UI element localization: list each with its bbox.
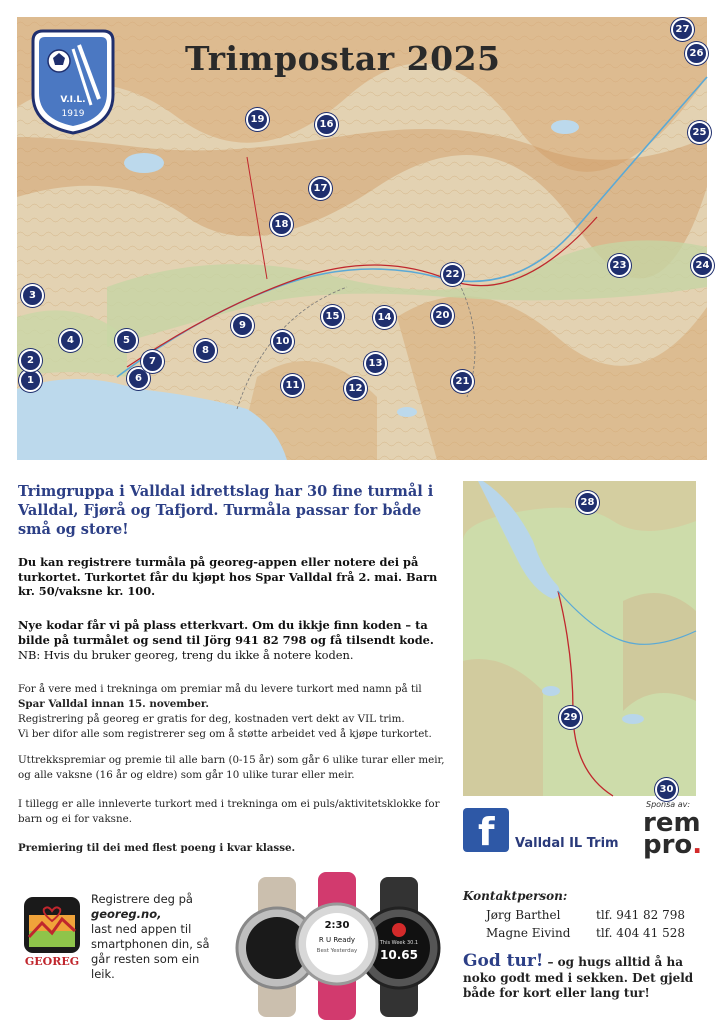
facebook-letter: f bbox=[478, 810, 495, 854]
map-marker-8: 8 bbox=[194, 339, 217, 362]
contact-name-1: Jørg Barthel bbox=[486, 908, 561, 922]
map-marker-5: 5 bbox=[115, 329, 138, 352]
map-marker-22: 22 bbox=[441, 263, 464, 286]
draw-paragraph: Uttrekkspremiar og premie til alle barn (0-15 år) som går 6 ulike turar eller meir, og alle vaksne (16 år og eldre) som går 10 ulike turar eller meir. bbox=[18, 754, 445, 781]
closing-greeting: God tur! bbox=[463, 951, 544, 971]
sponsor-label: Sponsa av: bbox=[646, 800, 691, 809]
logo-text: V.I.L. bbox=[60, 95, 86, 105]
prize-text-3: Vi ber difor alle som registrerer seg om å støtte arbeidet ved å kjøpe turkortet. bbox=[18, 728, 432, 740]
map-marker-15: 15 bbox=[321, 305, 344, 328]
prize-text-1: For å vere med i trekninga om premiar må du levere turkort med namn på til bbox=[18, 683, 422, 695]
georeg-label: GEOREG bbox=[24, 955, 80, 968]
map-marker-14: 14 bbox=[373, 306, 396, 329]
map-marker-13: 13 bbox=[364, 352, 387, 375]
watch-time: 2:30 bbox=[324, 920, 350, 931]
map-marker-25: 25 bbox=[688, 121, 711, 144]
map-marker-16: 16 bbox=[315, 113, 338, 136]
map-marker-2: 2 bbox=[19, 349, 42, 372]
watch-distance: 10.65 bbox=[380, 948, 418, 962]
map-marker-3: 3 bbox=[21, 284, 44, 307]
map-marker-23: 23 bbox=[608, 254, 631, 277]
vil-logo bbox=[29, 25, 117, 135]
georeg-app-icon bbox=[24, 897, 80, 953]
sponsor-logo bbox=[643, 808, 703, 860]
georeg-note: NB: Hvis du bruker georeg, treng du ikke å notere koden. bbox=[18, 648, 354, 662]
side-marker-30: 30 bbox=[655, 778, 678, 801]
awards-paragraph: Premiering til dei med flest poeng i kvar klasse. bbox=[18, 842, 296, 854]
watch-week: This Week 30.1 bbox=[379, 940, 419, 946]
map-marker-18: 18 bbox=[270, 213, 293, 236]
map-marker-6: 6 bbox=[127, 367, 150, 390]
closing-rest: – og hugs alltid å ha noko godt med i sekken. Det gjeld både for kort eller lang tur! bbox=[463, 955, 694, 1000]
sponsor-line-2: pro. bbox=[643, 830, 703, 860]
watch-draw-paragraph: I tillegg er alle innleverte turkort med i trekninga om ei puls/aktivitetsklokke for barn og ei for vaksne. bbox=[18, 798, 440, 825]
logo-year: 1919 bbox=[61, 109, 85, 119]
georeg-link[interactable]: georeg.no, bbox=[91, 907, 162, 921]
codes-paragraph bbox=[18, 618, 448, 663]
map-marker-24: 24 bbox=[691, 254, 714, 277]
contact-title: Kontaktperson: bbox=[463, 889, 568, 903]
map-marker-4: 4 bbox=[59, 329, 82, 352]
map-marker-7: 7 bbox=[141, 350, 164, 373]
contact-phone-1: tlf. 941 82 798 bbox=[596, 908, 686, 922]
intro-heading: Trimgruppa i Valldal idrettslag har 30 fine turmål i Valldal, Fjørå og Tafjord. Turmåla passar for både små og store! bbox=[18, 483, 434, 538]
side-marker-28: 28 bbox=[576, 491, 599, 514]
tafjord-map bbox=[463, 481, 696, 796]
prize-text-2: Registrering på georeg er gratis for deg, kostnaden vert dekt av VIL trim. bbox=[18, 713, 405, 725]
watch-ready: R U Ready bbox=[318, 936, 356, 944]
top-map bbox=[17, 17, 710, 460]
map-marker-20: 20 bbox=[431, 304, 454, 327]
side-map bbox=[463, 481, 696, 796]
facebook-label[interactable]: Valldal IL Trim bbox=[515, 836, 619, 851]
map-marker-1: 1 bbox=[19, 369, 42, 392]
map-marker-12: 12 bbox=[344, 377, 367, 400]
facebook-icon[interactable] bbox=[463, 808, 509, 852]
contact-phone-2: tlf. 404 41 528 bbox=[596, 926, 686, 940]
watches-image bbox=[228, 872, 446, 1020]
georeg-text-1: Registrere deg på bbox=[91, 892, 193, 906]
closing-text bbox=[463, 951, 713, 1002]
map-marker-17: 17 bbox=[309, 177, 332, 200]
map-marker-11: 11 bbox=[281, 374, 304, 397]
registration-paragraph: Du kan registrere turmåla på georeg-appen eller notere dei på turkortet. Turkortet får du kjøpt hos Spar Valldal frå 2. mai. Barn kr. 50/vaksne kr. 100. bbox=[18, 555, 438, 598]
page-title: Trimpostar 2025 bbox=[185, 39, 501, 78]
map-marker-19: 19 bbox=[246, 108, 269, 131]
prize-deadline: Spar Valldal innan 15. november. bbox=[18, 698, 209, 710]
map-marker-26: 26 bbox=[685, 42, 708, 65]
contact-name-2: Magne Eivind bbox=[486, 926, 571, 940]
map-marker-21: 21 bbox=[451, 370, 474, 393]
prize-paragraph bbox=[18, 682, 448, 742]
map-marker-10: 10 bbox=[271, 330, 294, 353]
georeg-text bbox=[91, 892, 211, 982]
map-marker-27: 27 bbox=[671, 18, 694, 41]
map-marker-9: 9 bbox=[231, 314, 254, 337]
side-marker-29: 29 bbox=[559, 706, 582, 729]
sponsor-line-1: rem bbox=[643, 808, 701, 838]
codes-text: Nye kodar får vi på plass etterkvart. Om du ikkje finn koden – ta bilde på turmålet og send til Jörg 941 82 798 og få tilsendt kode. bbox=[18, 618, 434, 647]
georeg-text-2: last ned appen til smartphonen din, så går resten som ein leik. bbox=[91, 922, 210, 981]
watch-best: Best Yesterday bbox=[316, 948, 358, 954]
